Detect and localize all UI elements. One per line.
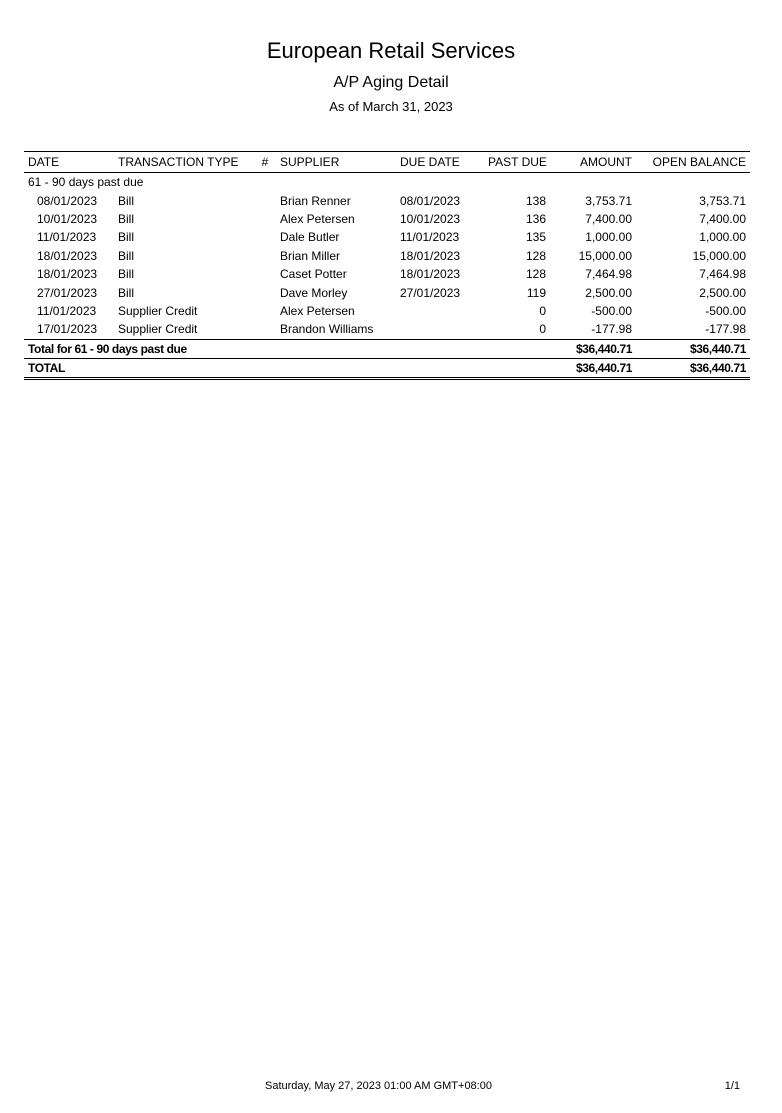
cell-amount: 7,464.98 — [585, 267, 632, 282]
cell-type: Supplier Credit — [118, 322, 198, 337]
grand-total-row — [24, 358, 750, 378]
cell-type: Bill — [118, 211, 135, 226]
company-name: European Retail Services — [266, 38, 516, 63]
table-row — [24, 191, 750, 209]
col-number: # — [254, 152, 276, 173]
table-row — [24, 283, 750, 301]
cell-past-due: 128 — [525, 248, 546, 263]
cell-due-date: 10/01/2023 — [400, 211, 461, 226]
cell-supplier: Brian Renner — [280, 193, 351, 208]
cell-due-date: 11/01/2023 — [400, 230, 460, 245]
cell-past-due: 136 — [525, 211, 546, 226]
table-row — [24, 302, 750, 320]
cell-type: Bill — [118, 248, 135, 263]
cell-type: Bill — [118, 230, 135, 245]
cell-date: 17/01/2023 — [37, 322, 98, 337]
table-row — [24, 320, 750, 339]
group-label: 61 - 90 days past due — [28, 175, 144, 190]
group-total-amount: $36,440.71 — [550, 339, 636, 358]
table-row — [24, 228, 750, 246]
cell-date: 10/01/2023 — [37, 211, 98, 226]
cell-open-balance: 1,000.00 — [699, 230, 746, 245]
cell-amount: 2,500.00 — [585, 285, 632, 300]
cell-type: Bill — [118, 285, 135, 300]
col-open-balance: OPEN BALANCE — [636, 152, 750, 173]
report-title: A/P Aging Detail — [333, 74, 449, 91]
cell-number — [254, 210, 276, 228]
page-number: 1/1 — [724, 1080, 740, 1092]
cell-amount: 7,400.00 — [585, 211, 632, 226]
cell-date: 11/01/2023 — [37, 303, 97, 318]
col-date: DATE — [24, 152, 114, 173]
group-total-label: Total for 61 - 90 days past due — [24, 339, 550, 358]
cell-type: Supplier Credit — [118, 303, 198, 318]
cell-due-date: 08/01/2023 — [400, 193, 461, 208]
cell-supplier: Alex Petersen — [280, 211, 355, 226]
table-header-row — [24, 152, 750, 173]
cell-supplier: Dave Morley — [280, 285, 348, 300]
grand-total-amount: $36,440.71 — [550, 358, 636, 378]
cell-number — [254, 247, 276, 265]
cell-number — [254, 228, 276, 246]
cell-due-date: 18/01/2023 — [400, 267, 461, 282]
group-header-row — [24, 173, 750, 192]
cell-number — [254, 320, 276, 339]
table-row — [24, 265, 750, 283]
cell-due-date: 27/01/2023 — [400, 285, 461, 300]
cell-amount: 1,000.00 — [585, 230, 632, 245]
cell-date: 11/01/2023 — [37, 230, 97, 245]
cell-number — [254, 265, 276, 283]
cell-due-date: 18/01/2023 — [400, 248, 461, 263]
cell-amount: -500.00 — [591, 303, 632, 318]
cell-amount: 3,753.71 — [585, 193, 632, 208]
cell-supplier: Brian Miller — [280, 248, 341, 263]
cell-number — [254, 302, 276, 320]
col-transaction-type: TRANSACTION TYPE — [114, 152, 254, 173]
cell-due-date — [396, 302, 484, 320]
table-row — [24, 210, 750, 228]
cell-open-balance: 7,464.98 — [699, 267, 746, 282]
grand-total-open-balance: $36,440.71 — [636, 358, 750, 378]
cell-past-due: 135 — [525, 230, 546, 245]
cell-past-due: 0 — [539, 322, 546, 337]
cell-type: Bill — [118, 193, 135, 208]
group-total-open-balance: $36,440.71 — [636, 339, 750, 358]
cell-past-due: 128 — [525, 267, 546, 282]
report-date: As of March 31, 2023 — [329, 99, 453, 114]
report-timestamp: Saturday, May 27, 2023 01:00 AM GMT+08:00 — [265, 1080, 492, 1092]
cell-open-balance: 15,000.00 — [692, 248, 746, 263]
report-header — [0, 36, 782, 116]
cell-date: 27/01/2023 — [37, 285, 98, 300]
cell-open-balance: 2,500.00 — [699, 285, 746, 300]
cell-due-date — [396, 320, 484, 339]
cell-number — [254, 191, 276, 209]
cell-date: 18/01/2023 — [37, 267, 98, 282]
cell-open-balance: 7,400.00 — [699, 211, 746, 226]
cell-open-balance: -177.98 — [705, 322, 746, 337]
grand-total-label: TOTAL — [24, 358, 550, 378]
cell-number — [254, 283, 276, 301]
cell-open-balance: 3,753.71 — [699, 193, 746, 208]
cell-type: Bill — [118, 267, 135, 282]
cell-supplier: Brandon Williams — [280, 322, 374, 337]
col-due-date: DUE DATE — [396, 152, 484, 173]
cell-amount: 15,000.00 — [578, 248, 632, 263]
aging-table — [24, 151, 750, 380]
col-amount: AMOUNT — [550, 152, 636, 173]
group-total-row — [24, 339, 750, 358]
cell-past-due: 0 — [539, 303, 546, 318]
cell-open-balance: -500.00 — [705, 303, 746, 318]
cell-past-due: 138 — [525, 193, 546, 208]
cell-date: 08/01/2023 — [37, 193, 98, 208]
cell-supplier: Alex Petersen — [280, 303, 355, 318]
cell-past-due: 119 — [526, 285, 546, 300]
cell-amount: -177.98 — [591, 322, 632, 337]
cell-supplier: Dale Butler — [280, 230, 340, 245]
cell-supplier: Caset Potter — [280, 267, 347, 282]
cell-date: 18/01/2023 — [37, 248, 98, 263]
col-past-due: PAST DUE — [484, 152, 550, 173]
col-supplier: SUPPLIER — [276, 152, 396, 173]
table-row — [24, 247, 750, 265]
